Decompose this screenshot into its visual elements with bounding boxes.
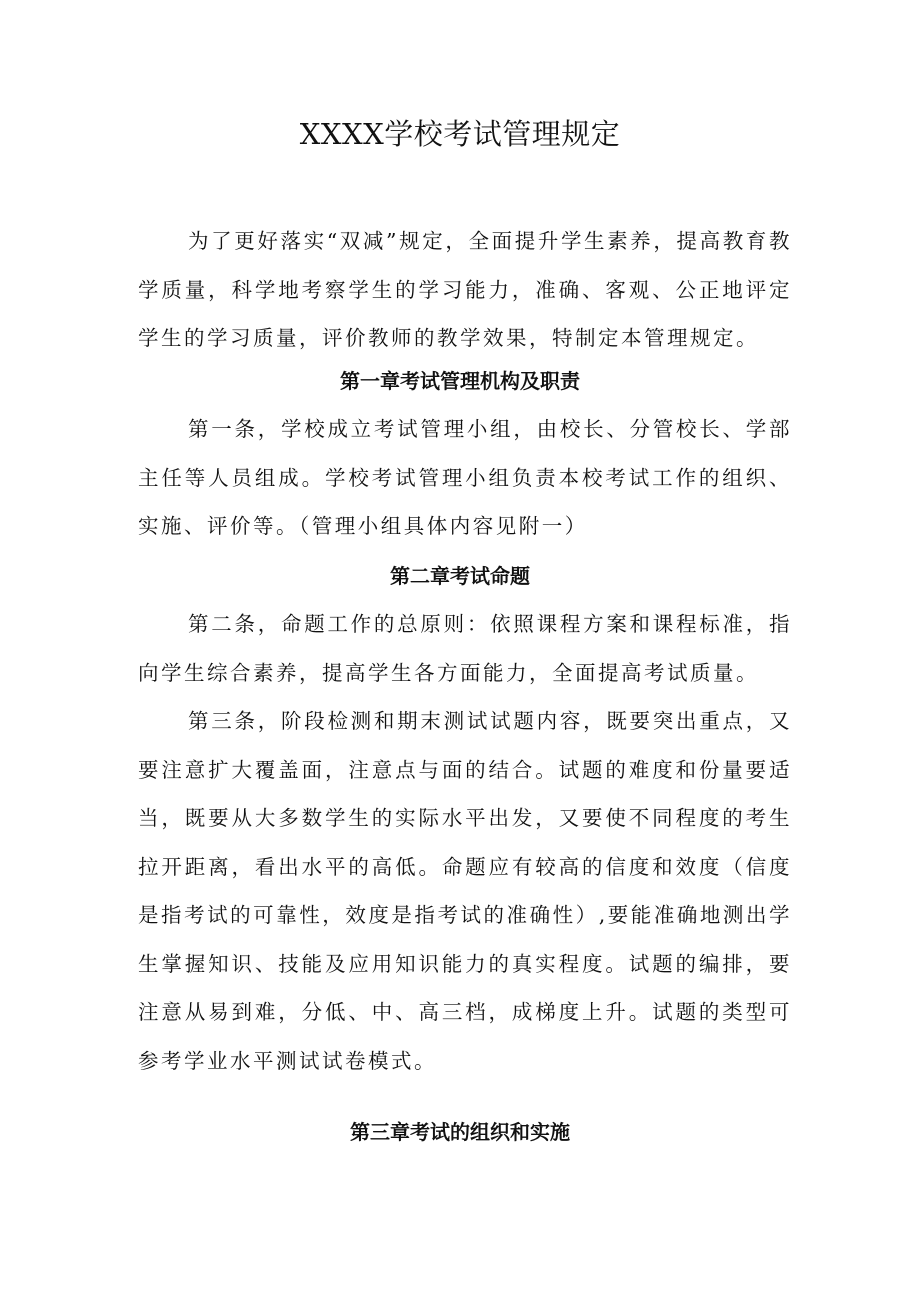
chapter3-heading: 第三章考试的组织和实施 [350,1120,570,1144]
document-title: XXXX学校考试管理规定 [299,117,621,151]
chapter2-heading: 第二章考试命题 [390,564,530,588]
intro-paragraph: 为了更好落实“双减”规定，全面提升学生素养，提高教育教学质量，科学地考察学生的学习能力，准确、客观、公正地评定学生的学习质量，评价教师的教学效果，特制定本管理规定。 [138,229,792,350]
chapter1-heading: 第一章考试管理机构及职责 [340,369,580,393]
article3-paragraph: 第三条，阶段检测和期末测试试题内容，既要突出重点，又要注意扩大覆盖面，注意点与面的结合。试题的难度和份量要适当，既要从大多数学生的实际水平出发，又要使不同程度的考生拉开距离，看出水平的高低。命题应有较高的信度和效度（信度是指考试的可靠性，效度是指考试的准确性）,要能准确地测出学生掌握知识、技能及应用知识能力的真实程度。试题的编排，要注意从易到难，分低、中、高三档，成梯度上升。试题的类型可参考学业水平测试试卷模式。 [138,709,792,1073]
article1-paragraph: 第一条，学校成立考试管理小组，由校长、分管校长、学部主任等人员组成。学校考试管理小组负责本校考试工作的组织、实施、评价等。（管理小组具体内容见附一） [138,417,792,538]
article2-paragraph: 第二条，命题工作的总原则：依照课程方案和课程标准，指向学生综合素养，提高学生各方面能力，全面提高考试质量。 [138,612,792,685]
